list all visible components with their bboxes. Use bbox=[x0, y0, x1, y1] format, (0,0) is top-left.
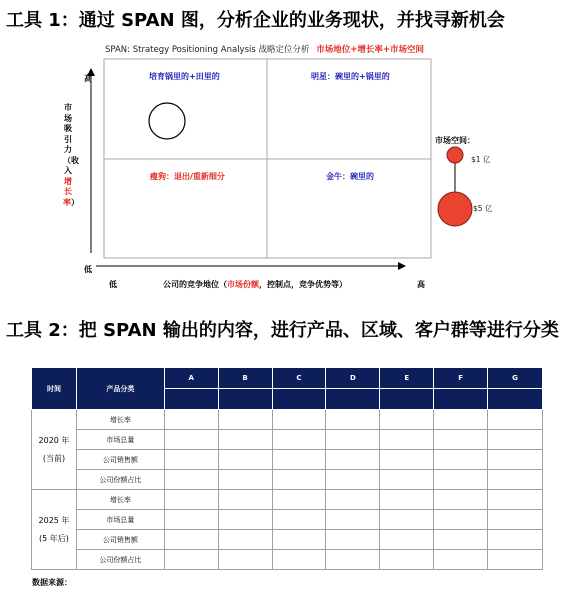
quadrant-bottom-right-label: 金牛：碗里的 bbox=[326, 172, 374, 181]
metric-label: 增长率 bbox=[76, 490, 164, 510]
period-cell-2020 bbox=[32, 410, 77, 490]
table-row bbox=[32, 510, 543, 530]
data-source-label: 数据来源： bbox=[32, 578, 72, 587]
table-row bbox=[32, 410, 543, 430]
table-header-col: E bbox=[380, 368, 434, 389]
table-row bbox=[32, 530, 543, 550]
table-header-col: C bbox=[272, 368, 326, 389]
quadrant-top-right-label: 明星：碗里的+锅里的 bbox=[311, 72, 390, 81]
y-axis-title-text: 市场吸引力（收入 bbox=[63, 103, 79, 175]
tool2-prefix: 工具 2： bbox=[6, 320, 79, 341]
legend-small-label: $1 亿 bbox=[471, 155, 491, 164]
y-axis-title-highlight: 增长率 bbox=[63, 176, 72, 207]
table-row bbox=[32, 450, 543, 470]
period-cell-2025 bbox=[32, 490, 77, 570]
table-header-col: G bbox=[488, 368, 543, 389]
legend-large-label: $5 亿 bbox=[473, 204, 493, 213]
period-year: 2020 年 bbox=[38, 435, 70, 445]
table-header-col: A bbox=[164, 368, 218, 389]
metric-label: 公司销售额 bbox=[76, 530, 164, 550]
period-note: (5 年后) bbox=[39, 533, 69, 543]
x-axis-title bbox=[163, 279, 347, 290]
period-note: (当前) bbox=[42, 453, 66, 463]
business-bubble bbox=[149, 103, 185, 139]
table-header-category: 产品分类 bbox=[76, 368, 164, 410]
y-axis-high-label: 高 bbox=[84, 74, 92, 83]
quadrant-bottom-left-label: 瘦狗：退出/重新细分 bbox=[150, 172, 225, 181]
metric-label: 增长率 bbox=[76, 410, 164, 430]
y-axis-title bbox=[63, 103, 79, 208]
x-axis-title-text: 公司的竞争地位（ bbox=[163, 280, 227, 289]
tool1-title: 通过 SPAN 图，分析企业的业务现状，并找寻新机会 bbox=[78, 10, 505, 31]
classification-table bbox=[31, 367, 543, 570]
table-header-time: 时间 bbox=[32, 368, 77, 410]
span-caption-text: SPAN: Strategy Positioning Analysis 战略定位分析 bbox=[105, 45, 310, 55]
table-header-col: B bbox=[218, 368, 272, 389]
table-header-col: F bbox=[434, 368, 488, 389]
table-row bbox=[32, 430, 543, 450]
metric-label: 公司份额占比 bbox=[76, 550, 164, 570]
table-row bbox=[32, 550, 543, 570]
table-header-col: D bbox=[326, 368, 380, 389]
metric-label: 公司份额占比 bbox=[76, 470, 164, 490]
tool2-title: 把 SPAN 输出的内容，进行产品、区域、客户群等进行分类 bbox=[78, 320, 559, 341]
span-caption-highlight: 市场地位+增长率+市场空间 bbox=[316, 45, 424, 55]
tool2-heading bbox=[6, 316, 559, 342]
legend-title: 市场空间： bbox=[435, 136, 475, 145]
x-axis-high-label: 高 bbox=[417, 280, 425, 289]
metric-label: 市场总量 bbox=[76, 510, 164, 530]
quadrant-top-left-label: 培育锅里的+田里的 bbox=[149, 72, 220, 81]
x-axis-low-label: 低 bbox=[109, 280, 117, 289]
metric-label: 市场总量 bbox=[76, 430, 164, 450]
tool1-prefix: 工具 1： bbox=[6, 10, 79, 31]
y-axis-title-end: ） bbox=[71, 197, 79, 207]
table-row bbox=[32, 490, 543, 510]
metric-label: 公司销售额 bbox=[76, 450, 164, 470]
x-axis-title-end: ，控制点，竞争优势等） bbox=[259, 280, 347, 289]
legend-small-bubble bbox=[447, 147, 463, 163]
x-axis-title-highlight: 市场份额 bbox=[227, 280, 259, 289]
y-axis-low-label: 低 bbox=[84, 265, 92, 274]
period-year: 2025 年 bbox=[38, 515, 70, 525]
legend-large-bubble bbox=[438, 192, 472, 226]
table-row bbox=[32, 470, 543, 490]
